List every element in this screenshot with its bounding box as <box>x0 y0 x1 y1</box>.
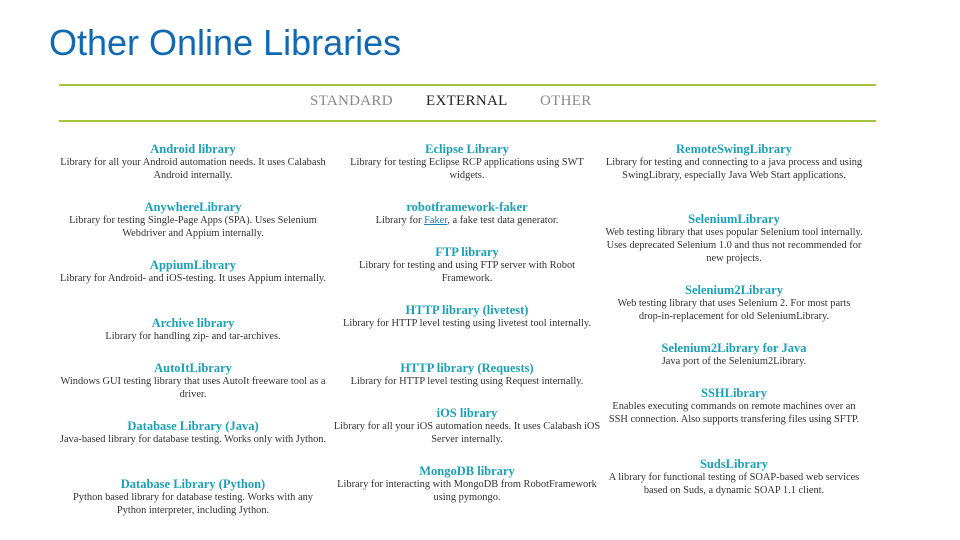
library-link-database-java[interactable]: Database Library (Java) <box>127 419 259 433</box>
library-description: Library for testing and connecting to a java process and using SwingLibrary, especially Java Web Start applications. <box>605 157 863 181</box>
library-entry <box>333 406 601 446</box>
library-description: Library for testing and using FTP server with Robot Framework. <box>358 260 576 284</box>
library-link-eclipse[interactable]: Eclipse Library <box>425 142 509 156</box>
library-link-http-requests[interactable]: HTTP library (Requests) <box>400 361 534 375</box>
library-description: Web testing library that uses popular Selenium tool internally. Uses deprecated Selenium 1.0 and thus not recommended for new projects. <box>605 227 863 264</box>
library-entry <box>333 200 601 227</box>
library-link-mongodb[interactable]: MongoDB library <box>419 464 515 478</box>
library-entry <box>58 361 328 401</box>
library-link-http-livetest[interactable]: HTTP library (livetest) <box>405 303 529 317</box>
library-description: A library for functional testing of SOAP-based web services based on Suds, a dynamic SOAP 1.1 client. <box>608 472 860 496</box>
library-entry <box>605 212 863 265</box>
library-description: Library for all your iOS automation needs. It uses Calabash iOS Server internally. <box>333 421 601 445</box>
library-description: Java-based library for database testing. Works only with Jython. <box>59 434 327 445</box>
library-entry <box>605 142 863 182</box>
tab-other[interactable]: OTHER <box>540 93 592 109</box>
library-description: Library for testing Eclipse RCP applications using SWT widgets. <box>350 157 584 181</box>
library-link-ssh[interactable]: SSHLibrary <box>701 386 767 400</box>
library-link-remoteswing[interactable]: RemoteSwingLibrary <box>676 142 792 156</box>
library-description: Java port of the Selenium2Library. <box>661 356 807 367</box>
library-link-faker[interactable]: robotframework-faker <box>406 200 528 214</box>
library-entry <box>333 245 601 285</box>
library-entry <box>605 386 863 426</box>
faker-desc-suffix: , a fake test data generator. <box>447 215 559 226</box>
library-entry <box>58 200 328 240</box>
library-description: Library for HTTP level testing using Request internally. <box>350 376 584 387</box>
library-entry <box>58 258 328 285</box>
library-link-selenium2[interactable]: Selenium2Library <box>685 283 783 297</box>
library-link-archive[interactable]: Archive library <box>151 316 235 330</box>
faker-desc-prefix: Library for <box>375 215 425 226</box>
library-tab-bar <box>59 86 876 120</box>
library-entry <box>58 142 328 182</box>
library-entry <box>333 303 601 330</box>
library-description: Library for handling zip- and tar-archives. <box>105 331 281 342</box>
library-description <box>333 214 601 227</box>
library-description: Library for Android- and iOS-testing. It uses Appium internally. <box>60 273 326 284</box>
library-entry <box>58 477 328 517</box>
tab-bar-bottom-rule <box>59 120 876 122</box>
library-link-database-python[interactable]: Database Library (Python) <box>120 477 266 491</box>
library-entry <box>605 457 863 497</box>
library-link-selenium2-java[interactable]: Selenium2Library for Java <box>661 341 807 355</box>
library-link-appium[interactable]: AppiumLibrary <box>149 258 237 272</box>
library-description: Web testing library that uses Selenium 2. For most parts drop-in-replacement for old SeleniumLibrary. <box>617 298 851 322</box>
library-description: Library for testing Single-Page Apps (SPA). Uses Selenium Webdriver and Appium internally. <box>69 215 317 239</box>
library-link-ios[interactable]: iOS library <box>436 406 498 420</box>
library-entry <box>333 464 601 504</box>
library-description: Windows GUI testing library that uses AutoIt freeware tool as a driver. <box>60 376 326 400</box>
library-link-selenium[interactable]: SeleniumLibrary <box>688 212 780 226</box>
library-description: Enables executing commands on remote machines over an SSH connection. Also supports transfering files using SFTP. <box>608 401 860 425</box>
library-link-autoit[interactable]: AutoItLibrary <box>154 361 232 375</box>
library-link-anywhere[interactable]: AnywhereLibrary <box>144 200 242 214</box>
library-description: Library for all your Android automation needs. It uses Calabash Android internally. <box>60 157 326 181</box>
tab-standard[interactable]: STANDARD <box>310 93 393 109</box>
library-entry <box>333 361 601 388</box>
slide-title: Other Online Libraries <box>49 22 402 63</box>
library-entry <box>605 341 863 368</box>
library-link-suds[interactable]: SudsLibrary <box>699 457 769 471</box>
library-entry <box>58 316 328 343</box>
tab-external[interactable]: EXTERNAL <box>426 93 508 109</box>
library-description: Python based library for database testing. Works with any Python interpreter, including Jython. <box>73 492 313 516</box>
library-entry <box>605 283 863 323</box>
library-link-ftp[interactable]: FTP library <box>435 245 499 259</box>
library-description: Library for HTTP level testing using livetest tool internally. <box>343 318 591 329</box>
library-entry <box>333 142 601 182</box>
faker-link[interactable]: Faker <box>424 215 448 226</box>
library-entry <box>58 419 328 446</box>
library-description: Library for interacting with MongoDB from RobotFramework using pymongo. <box>337 479 597 503</box>
library-link-android[interactable]: Android library <box>150 142 236 156</box>
